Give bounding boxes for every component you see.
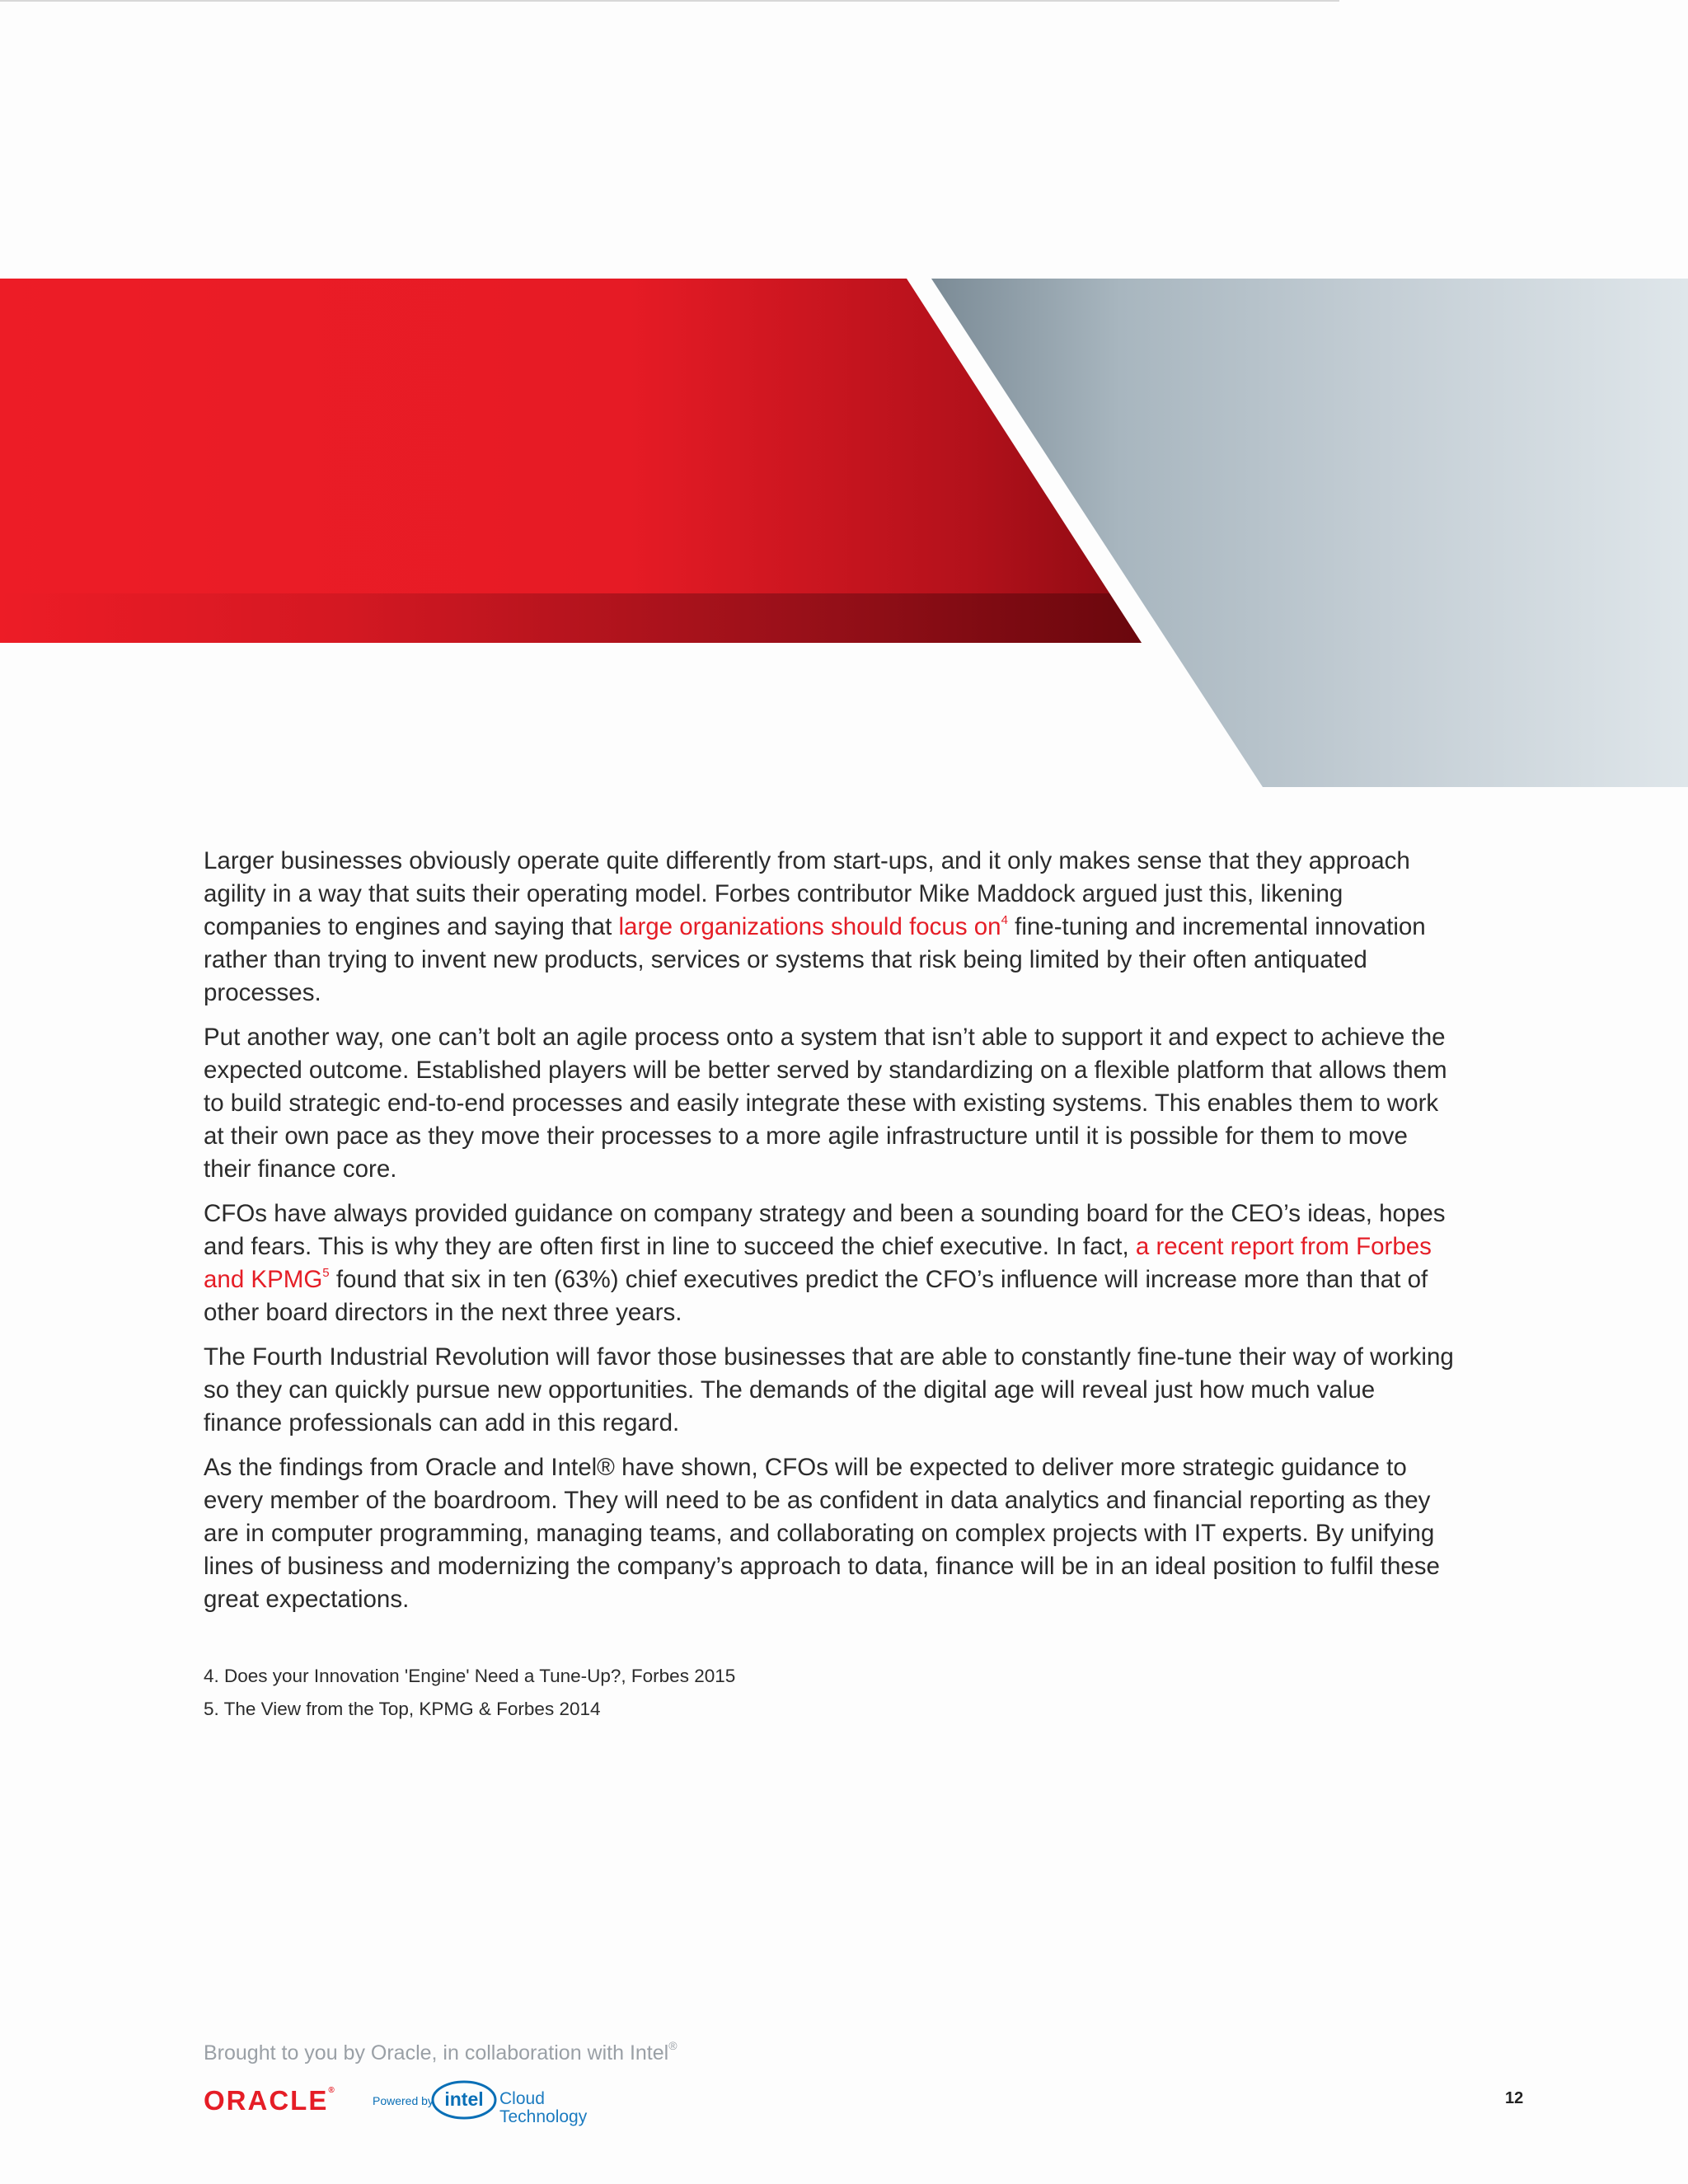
powered-by-label: Powered by	[373, 2094, 434, 2107]
paragraph-5	[204, 1451, 1456, 1616]
banner-red-band	[0, 593, 1142, 643]
brought-by-label: Brought to you by Oracle, in collaboration with Intel	[204, 2041, 669, 2064]
paragraph-1	[204, 845, 1456, 1010]
footnote-ref: 4	[1001, 913, 1008, 927]
cloud-line: Cloud	[499, 2089, 545, 2108]
intel-logo-text: intel	[444, 2088, 484, 2110]
inline-link[interactable]: a recent report from Forbes and KPMG	[204, 1233, 1432, 1293]
footnote-4: 4. Does your Innovation 'Engine' Need a Tune-Up?, Forbes 2015	[204, 1666, 736, 1686]
paragraph-text: CFOs have always provided guidance on company strategy and been a sounding board for the CEO’s ideas, hopes and fears. This is why they are often first in line to succeed the chief executive. In fact,	[204, 1200, 1446, 1260]
paragraph-2	[204, 1021, 1456, 1186]
oracle-registered-mark: ®	[328, 2086, 335, 2095]
paragraph-text: Put another way, one can’t bolt an agile process onto a system that isn’t able to support it and expect to achieve the expected outcome. Established players will be better served by standardizing on a flexible platform that allows them to build strategic end-to-end processes and easily integrate these with existing systems. This enables them to work at their own pace as they move their processes to a more agile infrastructure until it is possible for them to move their finance core.	[204, 1024, 1447, 1183]
paragraph-text: Larger businesses obviously operate quite differently from start-ups, and it only makes sense that they approach agility in a way that suits their operating model. Forbes contributor Mike Maddock argued just this, likening companies to engines and saying that	[204, 847, 1410, 940]
paragraph-3	[204, 1197, 1456, 1329]
header-banner	[0, 0, 1688, 791]
footnotes	[204, 1660, 1357, 1726]
paragraph-text: The Fourth Industrial Revolution will favor those businesses that are able to constantly fine-tune their way of working so they can quickly pursue new opportunities. The demands of the digital age will reveal just how much value finance professionals can add in this regard.	[204, 1343, 1454, 1436]
paragraph-text: fine-tuning and incremental innovation rather than trying to invent new products, services or systems that risk being limited by their often antiquated processes.	[204, 913, 1426, 1006]
footnote-5: 5. The View from the Top, KPMG & Forbes 2014	[204, 1699, 601, 1719]
intel-logo	[430, 2078, 498, 2122]
oracle-logo-text: ORACLE	[204, 2085, 329, 2116]
registered-mark: ®	[668, 2039, 678, 2052]
oracle-logo	[204, 2087, 335, 2114]
inline-link[interactable]: large organizations should focus on	[618, 913, 1001, 940]
technology-line: Technology	[499, 2107, 588, 2126]
cloud-technology-label	[499, 2090, 587, 2126]
paragraph-text: found that six in ten (63%) chief executives predict the CFO’s influence will increase more than that of other board directors in the next three years.	[204, 1266, 1428, 1326]
page-number: 12	[1505, 2089, 1524, 2107]
paragraph-4	[204, 1341, 1456, 1440]
body-text	[204, 845, 1456, 1628]
footnote-ref: 5	[322, 1266, 330, 1280]
brought-to-you-text	[204, 2041, 678, 2065]
paragraph-text: As the findings from Oracle and Intel® have shown, CFOs will be expected to deliver more strategic guidance to every member of the boardroom. They will need to be as confident in data analytics and financial reporting as they are in computer programming, managing teams, and collaborating on complex projects with IT experts. By unifying lines of business and modernizing the company’s approach to data, finance will be in an ideal position to fulfil these great expectations.	[204, 1454, 1440, 1613]
